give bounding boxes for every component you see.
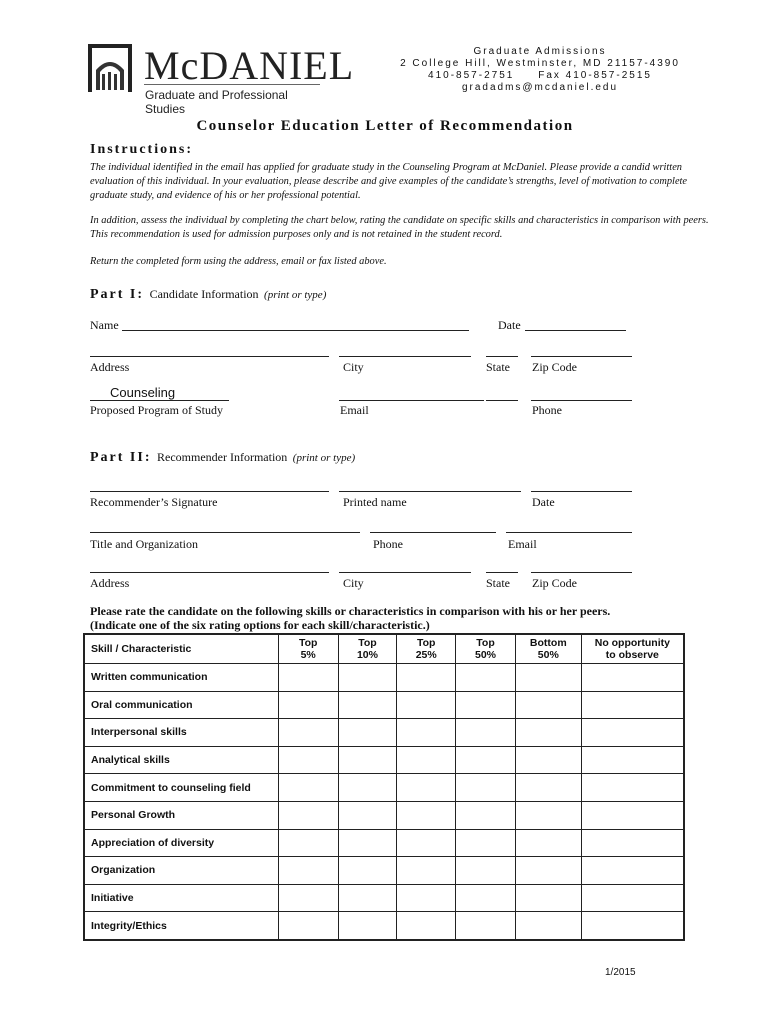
rating-cell[interactable] (456, 801, 516, 829)
column-header: Top 25% (397, 634, 456, 664)
rating-cell[interactable] (581, 857, 684, 885)
column-header: Top 10% (338, 634, 397, 664)
column-header: Top 50% (456, 634, 516, 664)
skill-label: Initiative (84, 884, 278, 912)
rec-date-field[interactable] (531, 491, 632, 492)
printed-name-field[interactable] (339, 491, 521, 492)
rating-cell[interactable] (278, 691, 338, 719)
rating-cell[interactable] (397, 857, 456, 885)
logo-subtitle: Graduate and Professional Studies (145, 88, 288, 116)
rating-cell[interactable] (515, 857, 581, 885)
column-header: No opportunity to observe (581, 634, 684, 664)
rating-cell[interactable] (515, 774, 581, 802)
rating-cell[interactable] (581, 774, 684, 802)
building-icon (88, 44, 134, 94)
skill-label: Interpersonal skills (84, 719, 278, 747)
contact-line: 2 College Hill, Westminster, MD 21157-4390 (400, 58, 680, 69)
signature-field[interactable] (90, 491, 329, 492)
column-header-skill: Skill / Characteristic (84, 634, 278, 664)
rating-cell[interactable] (515, 801, 581, 829)
rating-instruction-note: (Indicate one of the six rating options for each skill/characteristic.) (90, 618, 430, 632)
skill-label: Written communication (84, 664, 278, 692)
zip-label: Zip Code (532, 360, 577, 374)
rating-cell[interactable] (456, 884, 516, 912)
instructions-heading: Instructions: (90, 142, 194, 157)
rating-cell[interactable] (397, 774, 456, 802)
rating-cell[interactable] (278, 774, 338, 802)
rec-city-label: City (343, 576, 364, 590)
rating-cell[interactable] (456, 912, 516, 940)
rating-cell[interactable] (338, 774, 397, 802)
rating-cell[interactable] (397, 912, 456, 940)
title-org-label: Title and Organization (90, 537, 198, 551)
instructions-paragraph: In addition, assess the individual by completing the chart below, rating the candidate on specific skills and characteristics in comparison with peers. This recommendation is used for admission purposes only and is not retained in the student record. (90, 215, 709, 240)
rating-cell[interactable] (338, 664, 397, 692)
column-header: Bottom 50% (515, 634, 581, 664)
rating-cell[interactable] (456, 691, 516, 719)
rating-cell[interactable] (397, 746, 456, 774)
logo (88, 43, 355, 116)
title-org-field[interactable] (90, 532, 360, 533)
candidate-extra-field[interactable] (486, 400, 518, 401)
rating-cell[interactable] (456, 829, 516, 857)
rating-cell[interactable] (515, 746, 581, 774)
rating-cell[interactable] (515, 691, 581, 719)
skill-label: Commitment to counseling field (84, 774, 278, 802)
rating-table (83, 633, 685, 941)
address-field[interactable] (90, 356, 329, 357)
rating-cell[interactable] (456, 746, 516, 774)
phone-label: Phone (532, 403, 562, 417)
date-field[interactable] (525, 330, 626, 331)
rating-cell[interactable] (515, 884, 581, 912)
contact-email: gradadms@mcdaniel.edu (461, 82, 619, 93)
rating-cell[interactable] (278, 857, 338, 885)
rec-phone-label: Phone (373, 537, 403, 551)
date-label: Date (498, 318, 521, 332)
rating-cell[interactable] (515, 912, 581, 940)
skill-label: Integrity/Ethics (84, 912, 278, 940)
rating-cell[interactable] (338, 746, 397, 774)
contact-block (390, 46, 690, 94)
column-header: Top 5% (278, 634, 338, 664)
rec-address-field[interactable] (90, 572, 329, 573)
table-row (84, 691, 684, 719)
rating-cell[interactable] (338, 912, 397, 940)
rec-zip-label: Zip Code (532, 576, 577, 590)
table-row (84, 857, 684, 885)
rating-cell[interactable] (581, 719, 684, 747)
contact-line: Graduate Admissions (473, 46, 607, 57)
rating-cell[interactable] (278, 719, 338, 747)
rating-cell[interactable] (397, 719, 456, 747)
program-label: Proposed Program of Study (90, 403, 223, 417)
program-field[interactable] (90, 400, 229, 401)
program-value[interactable]: Counseling (110, 385, 176, 400)
rating-cell[interactable] (581, 912, 684, 940)
skill-label: Analytical skills (84, 746, 278, 774)
state-field[interactable] (486, 356, 518, 357)
rating-cell[interactable] (581, 829, 684, 857)
state-label: State (486, 360, 510, 374)
table-row (84, 746, 684, 774)
table-row (84, 884, 684, 912)
rating-cell[interactable] (581, 691, 684, 719)
rating-cell[interactable] (456, 664, 516, 692)
rating-cell[interactable] (397, 664, 456, 692)
table-row (84, 719, 684, 747)
skill-label: Organization (84, 857, 278, 885)
signature-label: Recommender’s Signature (90, 495, 218, 509)
skill-label: Appreciation of diversity (84, 829, 278, 857)
address-label: Address (90, 360, 130, 374)
rating-cell[interactable] (397, 829, 456, 857)
rating-cell[interactable] (278, 664, 338, 692)
rec-email-field[interactable] (506, 532, 632, 533)
name-label: Name (90, 318, 119, 332)
rating-cell[interactable] (581, 801, 684, 829)
contact-line: 410-857-2751 Fax 410-857-2515 (428, 70, 652, 81)
rating-cell[interactable] (338, 884, 397, 912)
rating-cell[interactable] (338, 857, 397, 885)
rating-instruction: Please rate the candidate on the following skills or characteristics in comparison with his or her peers. (90, 604, 611, 618)
rating-cell[interactable] (515, 719, 581, 747)
table-row (84, 829, 684, 857)
form-version: 1/2015 (605, 967, 636, 978)
rating-cell[interactable] (397, 801, 456, 829)
email-label: Email (340, 403, 369, 417)
rating-cell[interactable] (278, 801, 338, 829)
instructions-paragraph: Return the completed form using the address, email or fax listed above. (90, 256, 387, 267)
rating-cell[interactable] (338, 719, 397, 747)
rating-cell[interactable] (456, 719, 516, 747)
table-row (84, 801, 684, 829)
rating-cell[interactable] (278, 746, 338, 774)
part1-heading: Part I: Candidate Information (print or type) (90, 287, 327, 302)
instructions-paragraph: The individual identified in the email has applied for graduate study in the Counseling Program at McDaniel. Please provide a candid written evaluation of this individual. In your evaluation, please describe and give examples of the candidate’s strengths, level of motivation to complete graduate study, and evidence of his or her professional potential. (90, 162, 688, 201)
logo-wordmark: McDANIEL (144, 43, 355, 88)
table-row (84, 664, 684, 692)
rec-state-field[interactable] (486, 572, 518, 573)
printed-name-label: Printed name (343, 495, 407, 509)
rating-cell[interactable] (456, 857, 516, 885)
rec-phone-field[interactable] (370, 532, 496, 533)
rating-cell[interactable] (515, 829, 581, 857)
rec-state-label: State (486, 576, 510, 590)
rating-cell[interactable] (338, 691, 397, 719)
skill-label: Oral communication (84, 691, 278, 719)
form-title: Counselor Education Letter of Recommendation (196, 118, 574, 134)
rating-cell[interactable] (581, 884, 684, 912)
rec-date-label: Date (532, 495, 555, 509)
city-field[interactable] (339, 356, 471, 357)
rating-cell[interactable] (397, 884, 456, 912)
zip-field[interactable] (531, 356, 632, 357)
name-field[interactable] (122, 330, 469, 331)
rating-cell[interactable] (515, 664, 581, 692)
city-label: City (343, 360, 364, 374)
skill-label: Personal Growth (84, 801, 278, 829)
rating-cell[interactable] (581, 746, 684, 774)
table-row (84, 774, 684, 802)
rating-cell[interactable] (278, 912, 338, 940)
rec-address-label: Address (90, 576, 130, 590)
rating-cell[interactable] (278, 829, 338, 857)
table-row (84, 912, 684, 940)
rating-cell[interactable] (397, 691, 456, 719)
part2-heading: Part II: Recommender Information (print or type) (90, 450, 356, 465)
rating-cell[interactable] (456, 774, 516, 802)
rating-cell[interactable] (278, 884, 338, 912)
candidate-phone-field[interactable] (531, 400, 632, 401)
rec-zip-field[interactable] (531, 572, 632, 573)
rating-cell[interactable] (338, 801, 397, 829)
table-header-row (84, 634, 684, 664)
rating-cell[interactable] (338, 829, 397, 857)
rec-email-label: Email (508, 537, 537, 551)
candidate-email-field[interactable] (339, 400, 484, 401)
rating-cell[interactable] (581, 664, 684, 692)
rec-city-field[interactable] (339, 572, 471, 573)
